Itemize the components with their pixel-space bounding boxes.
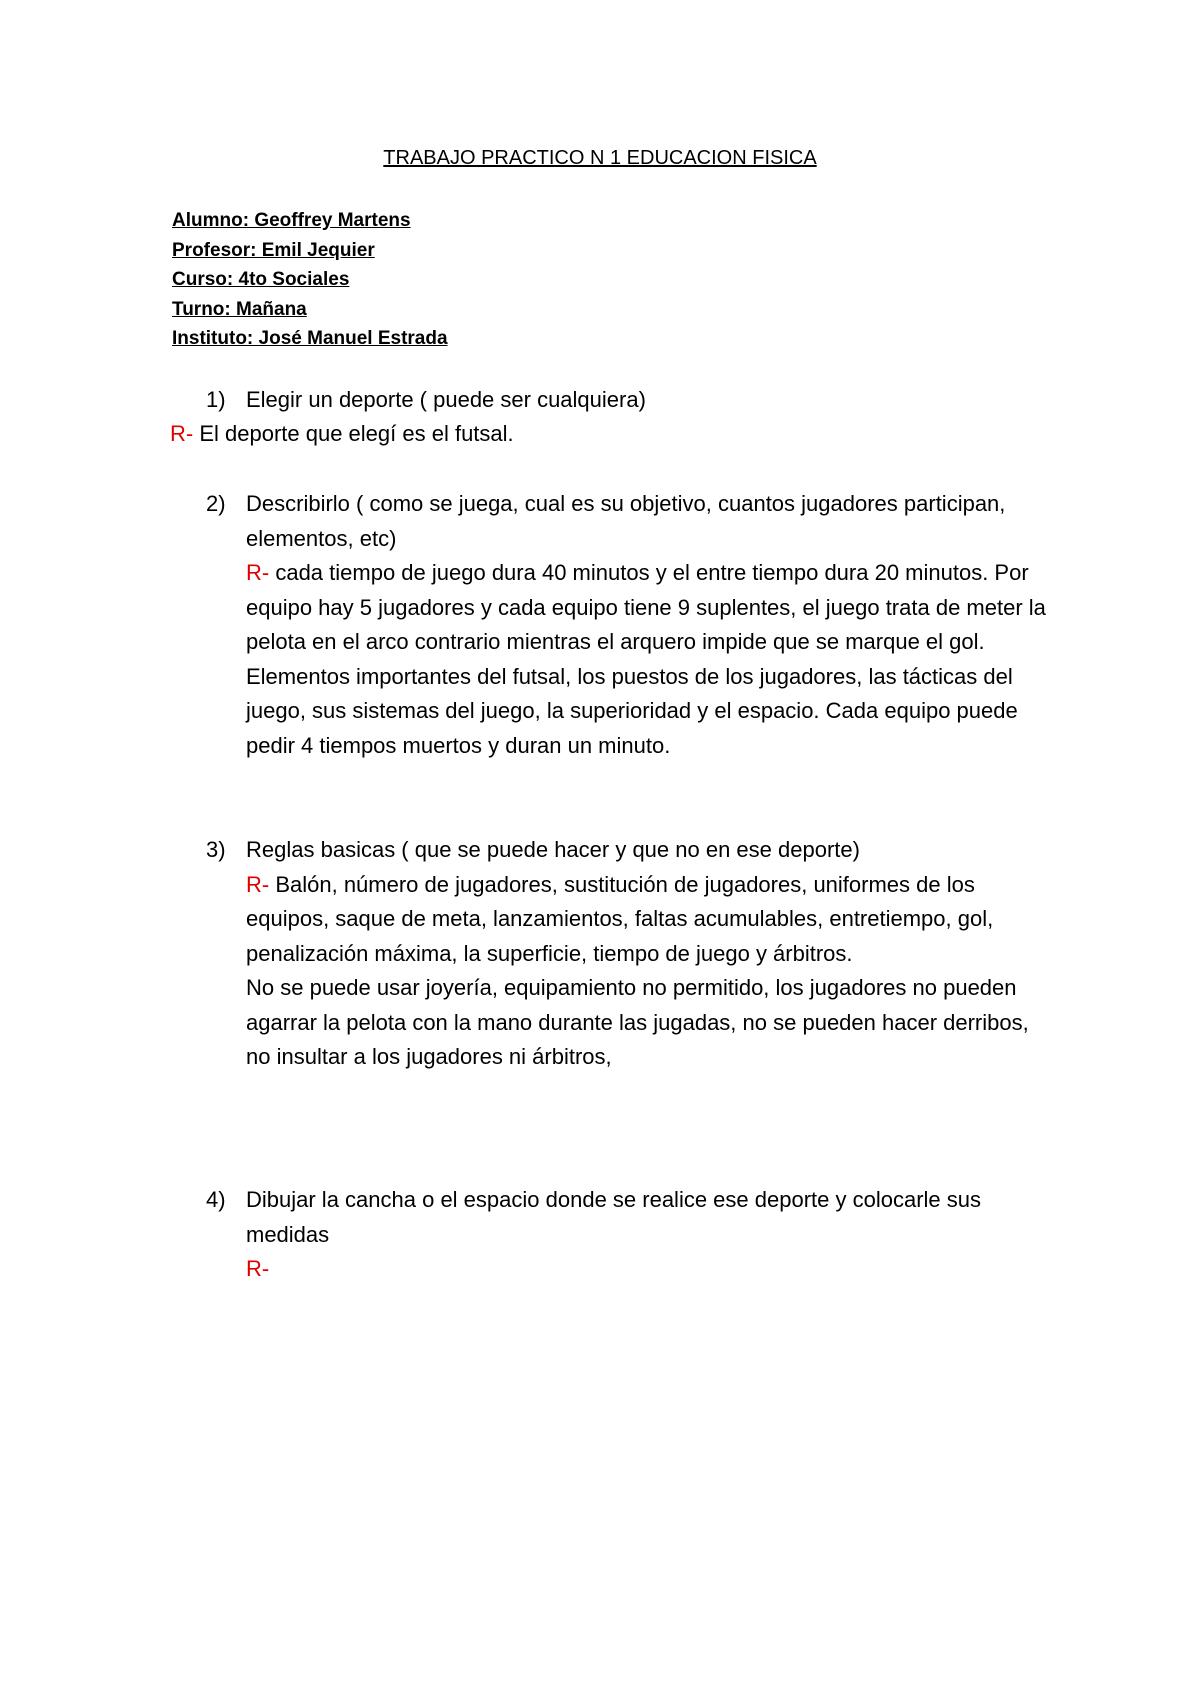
answer-prefix: R- <box>246 871 270 897</box>
answer-text: El deporte que elegí es el futsal. <box>193 421 514 446</box>
answer-text: Balón, número de jugadores, sustitución de jugadores, uniformes de los equipos, saque de meta, lanzamientos, faltas acumulables, entretiempo, gol, penalización máxima, la superficie, tiempo de juego y árbitros. <box>246 871 994 966</box>
question-text: Describirlo ( como se juega, cual es su objetivo, cuantos jugadores participan, elementos, etc) <box>246 491 1006 551</box>
answer-1 <box>170 417 514 452</box>
info-shift: Turno: Mañana <box>172 298 307 320</box>
question-1 <box>206 383 1056 418</box>
answer-2 <box>246 556 1056 763</box>
answer-4 <box>246 1252 1056 1287</box>
question-number: 4) <box>206 1187 226 1212</box>
answer-prefix: R- <box>246 1256 270 1281</box>
question-4 <box>206 1183 1056 1287</box>
question-number: 3) <box>206 837 226 862</box>
answer-text: cada tiempo de juego dura 40 minutos y el entre tiempo dura 20 minutos. Por equipo hay 5 jugadores y cada equipo tiene 9 suplentes, el juego trata de meter la pelota en el arco contrario mientras el arquero impide que se marque el gol. Elementos importantes del futsal, los puestos de los jugadores, las tácticas del juego, sus sistemas del juego, la superioridad y el espacio. Cada equipo puede pedir 4 tiempos muertos y duran un minuto. <box>246 560 1046 758</box>
answer-prefix: R- <box>246 560 270 585</box>
info-student: Alumno: Geoffrey Martens <box>172 210 411 231</box>
info-institute: Instituto: José Manuel Estrada <box>172 328 448 349</box>
question-text: Dibujar la cancha o el espacio donde se realice ese deporte y colocarle sus medidas <box>246 1187 981 1247</box>
document-title: TRABAJO PRACTICO N 1 EDUCACION FISICA <box>383 147 817 169</box>
question-2 <box>206 487 1056 763</box>
question-text: Reglas basicas ( que se puede hacer y que no en ese deporte) <box>246 837 860 862</box>
question-number: 2) <box>206 491 226 516</box>
answer-prefix: R- <box>170 421 194 446</box>
question-text: Elegir un deporte ( puede ser cualquiera) <box>246 387 646 412</box>
answer-3-extra: No se puede usar joyería, equipamiento no permitido, los jugadores no pueden agarrar la pelota con la mano durante las jugadas, no se pueden hacer derribos, no insultar a los jugadores ni árbitros, <box>246 975 1029 1069</box>
student-info <box>172 206 448 354</box>
question-3 <box>206 833 1056 1075</box>
info-course: Curso: 4to Sociales <box>172 269 350 290</box>
info-teacher: Profesor: Emil Jequier <box>172 239 375 261</box>
question-number: 1) <box>206 387 226 412</box>
answer-3 <box>246 868 1056 972</box>
